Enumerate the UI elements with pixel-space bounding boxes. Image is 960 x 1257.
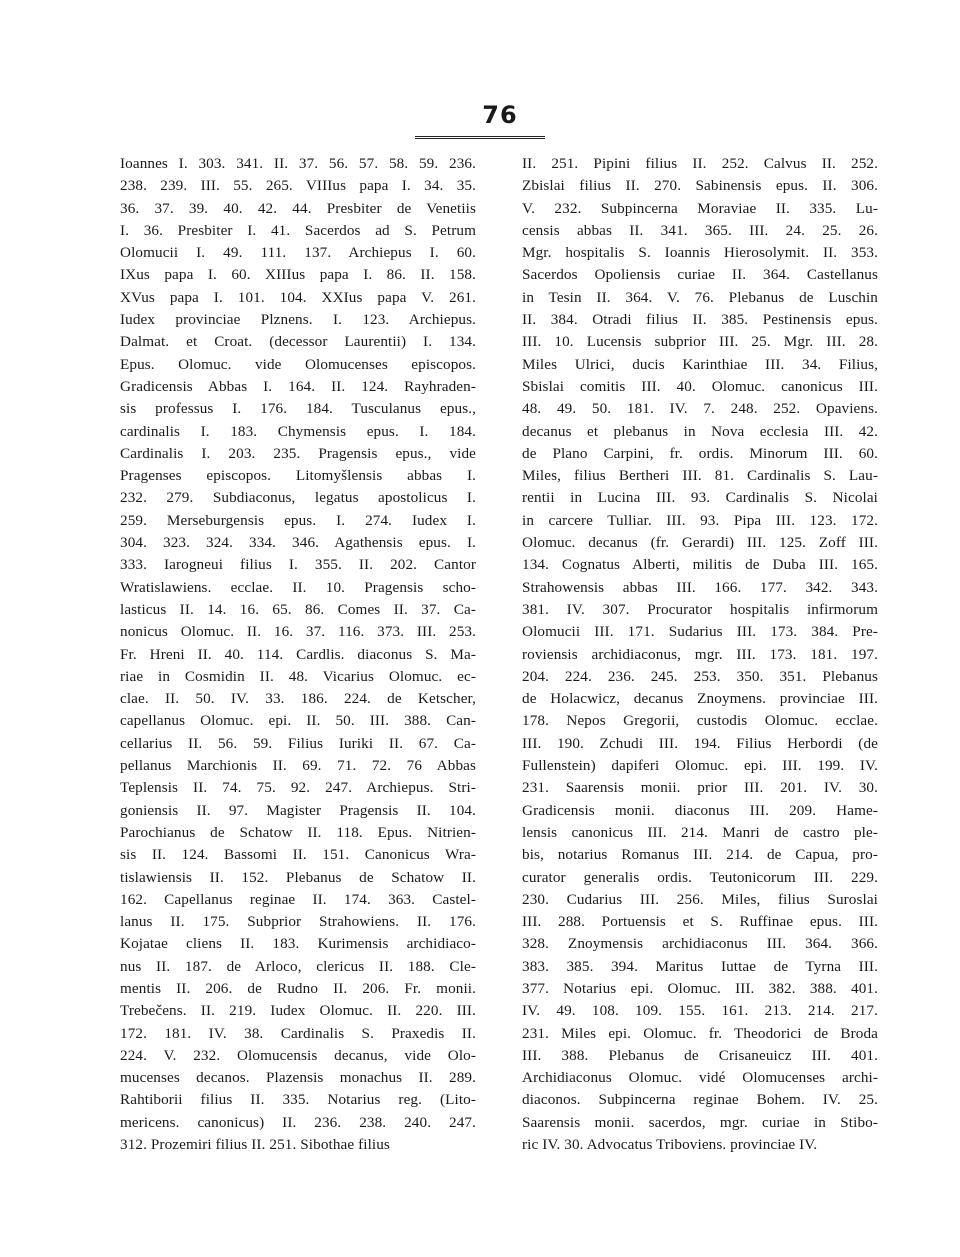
index-line: II. 251. Pipini filius II. 252. Calvus II. 252. — [522, 155, 878, 172]
index-line: nonicus Olomuc. II. 16. 37. 116. 373. III. 253. — [120, 623, 476, 641]
index-line: Miles, filius Bertheri III. 81. Cardinalis S. Lau- — [522, 467, 878, 485]
index-line: 333. Iarogneui filius I. 355. II. 202. Cantor — [120, 556, 476, 574]
index-line: Strahowensis abbas III. 166. 177. 342. 343. — [522, 578, 878, 596]
index-line: Iudex provinciae Plznens. I. 123. Archiepus. — [120, 311, 476, 329]
page-number: 76 — [482, 101, 518, 129]
index-line: XVus papa I. 101. 104. XXIus papa V. 261. — [120, 288, 476, 306]
left-column — [120, 153, 476, 1154]
index-line: sis II. 124. Bassomi II. 151. Canonicus Wra- — [120, 846, 476, 864]
index-line: Gradicensis Abbas I. 164. II. 124. Rayhraden- — [120, 377, 476, 395]
index-line: 328. Znoymensis archidiaconus III. 364. 366. — [522, 935, 878, 953]
index-line: Olomucii I. 49. 111. 137. Archiepus I. 60. — [120, 244, 476, 262]
index-line: bis, notarius Romanus III. 214. de Capua, pro- — [522, 846, 878, 864]
index-line: de Plano Carpini, fr. ordis. Minorum III. 60. — [522, 444, 878, 462]
index-line: curator generalis ordis. Teutonicorum III. 229. — [522, 868, 878, 886]
index-line: Ioannes I. 303. 341. II. 37. 56. 57. 58. 59. 236. — [120, 155, 476, 172]
index-line: Wratislawiens. ecclae. II. 10. Pragensis scho- — [120, 578, 476, 596]
index-line: I. 36. Presbiter I. 41. Sacerdos ad S. Petrum — [120, 221, 476, 239]
index-line: Fr. Hreni II. 40. 114. Cardlis. diaconus S. Ma- — [120, 645, 476, 663]
index-line: 238. 239. III. 55. 265. VIIIus papa I. 34. 35. — [120, 177, 476, 195]
index-line: Olomucii III. 171. Sudarius III. 173. 384. Pre- — [522, 623, 878, 641]
index-line: 230. Cudarius III. 256. Miles, filius Suroslai — [522, 890, 878, 908]
index-line: 377. Notarius epi. Olomuc. III. 382. 388. 401. — [522, 979, 878, 997]
index-line: Sacerdos Opoliensis curiae II. 364. Castellanus — [522, 266, 878, 284]
index-line: Teplensis II. 74. 75. 92. 247. Archiepus. Stri- — [120, 779, 476, 797]
index-line: Sbislai comitis III. 40. Olomuc. canonicus III. — [522, 377, 878, 395]
index-line: Cardinalis I. 203. 235. Pragensis epus., vide — [120, 444, 476, 462]
index-line: 259. Merseburgensis epus. I. 274. Iudex I. — [120, 511, 476, 529]
index-line: IXus papa I. 60. XIIIus papa I. 86. II. 158. — [120, 266, 476, 284]
index-line: Archidiaconus Olomuc. vidé Olomucenses archi- — [522, 1069, 878, 1087]
index-line: Dalmat. et Croat. (decessor Laurentii) I. 134. — [120, 333, 476, 351]
index-line: 204. 224. 236. 245. 253. 350. 351. Plebanus — [522, 667, 878, 685]
index-line: 162. Capellanus reginae II. 174. 363. Castel- — [120, 890, 476, 908]
index-line: IV. 49. 108. 109. 155. 161. 213. 214. 217. — [522, 1002, 878, 1020]
index-line: clae. II. 50. IV. 33. 186. 224. de Ketscher, — [120, 690, 476, 708]
index-line: capellanus Olomuc. epi. II. 50. III. 388. Can- — [120, 712, 476, 730]
index-line: 134. Cognatus Alberti, militis de Duba III. 165. — [522, 556, 878, 574]
index-line: 383. 385. 394. Maritus Iuttae de Tyrna III. — [522, 957, 878, 975]
index-line: III. 288. Portuensis et S. Ruffinae epus. III. — [522, 913, 878, 931]
index-line: roviensis archidiaconus, mgr. III. 173. 181. 197. — [522, 645, 878, 663]
index-line: Zbislai filius II. 270. Sabinensis epus. II. 306. — [522, 177, 878, 195]
index-line: 172. 181. IV. 38. Cardinalis S. Praxedis II. — [120, 1024, 476, 1042]
index-line: censis abbas II. 341. 365. III. 24. 25. 26. — [522, 221, 878, 239]
index-line: rentii in Lucina III. 93. Cardinalis S. Nicolai — [522, 489, 878, 507]
index-line: 312. Prozemiri filius II. 251. Sibothae filius — [120, 1136, 390, 1154]
index-line: V. 232. Subpincerna Moraviae II. 335. Lu- — [522, 199, 878, 217]
index-line: Miles Ulrici, ducis Karinthiae III. 34. Filius, — [522, 355, 878, 373]
index-line: decanus et plebanus in Nova ecclesia III. 42. — [522, 422, 878, 440]
index-line: pellanus Marchionis II. 69. 71. 72. 76 Abbas — [120, 757, 476, 775]
index-line: III. 10. Lucensis subprior III. 25. Mgr. III. 28. — [522, 333, 878, 351]
index-line: 381. IV. 307. Procurator hospitalis infirmorum — [522, 600, 878, 618]
index-line: diaconos. Subpincerna reginae Bohem. IV. 25. — [522, 1091, 878, 1109]
index-line: 304. 323. 324. 334. 346. Agathensis epus. I. — [120, 534, 476, 552]
index-line: lensis canonicus III. 214. Manri de castro ple- — [522, 823, 878, 841]
index-line: lasticus II. 14. 16. 65. 86. Comes II. 37. Ca- — [120, 600, 476, 618]
index-line: III. 388. Plebanus de Crisaneuicz III. 401. — [522, 1046, 878, 1064]
index-line: nus II. 187. de Arloco, clericus II. 188. Cle- — [120, 957, 476, 975]
index-line: Epus. Olomuc. vide Olomucenses episcopos. — [120, 355, 476, 373]
index-line: 36. 37. 39. 40. 42. 44. Presbiter de Venetiis — [120, 199, 476, 217]
index-line: Kojatae cliens II. 183. Kurimensis archidiaco- — [120, 935, 476, 953]
index-line: Pragenses episcopos. Litomyšlensis abbas I. — [120, 467, 476, 485]
index-line: 231. Miles epi. Olomuc. fr. Theodorici de Broda — [522, 1024, 878, 1042]
index-line: Mgr. hospitalis S. Ioannis Hierosolymit. II. 353. — [522, 244, 878, 262]
index-line: cellarius II. 56. 59. Filius Iuriki II. 67. Ca- — [120, 734, 476, 752]
index-line: 232. 279. Subdiaconus, legatus apostolicus I. — [120, 489, 476, 507]
index-line: Gradicensis monii. diaconus III. 209. Hame- — [522, 801, 878, 819]
index-line: riae in Cosmidin II. 48. Vicarius Olomuc. ec- — [120, 667, 476, 685]
index-line: ric IV. 30. Advocatus Triboviens. provinciae IV. — [522, 1136, 818, 1154]
index-line: 224. V. 232. Olomucensis decanus, vide Olo- — [120, 1046, 476, 1064]
index-line: in Tesin II. 364. V. 76. Plebanus de Luschin — [522, 288, 878, 306]
index-line: lanus II. 175. Subprior Strahowiens. II. 176. — [120, 913, 476, 931]
index-line: Fullenstein) dapiferi Olomuc. epi. III. 199. IV. — [522, 757, 878, 775]
index-line: Olomuc. decanus (fr. Gerardi) III. 125. Zoff III. — [522, 534, 878, 552]
index-line: mentis II. 206. de Rudno II. 206. Fr. monii. — [120, 979, 476, 997]
index-line: II. 384. Otradi filius II. 385. Pestinensis epus. — [522, 311, 878, 329]
index-line: mericens. canonicus) II. 236. 238. 240. 247. — [120, 1113, 476, 1131]
index-line: tislawiensis II. 152. Plebanus de Schatow II. — [120, 868, 476, 886]
header-rule — [415, 136, 545, 139]
index-line: cardinalis I. 183. Chymensis epus. I. 184. — [120, 422, 476, 440]
index-line: mucenses decanos. Plazensis monachus II. 289. — [120, 1069, 476, 1087]
index-line: sis professus I. 176. 184. Tusculanus epus., — [120, 400, 476, 418]
index-line: 48. 49. 50. 181. IV. 7. 248. 252. Opaviens. — [522, 400, 878, 418]
index-line: Rahtiborii filius II. 335. Notarius reg. (Lito- — [120, 1091, 476, 1109]
index-line: Trebečens. II. 219. Iudex Olomuc. II. 220. III. — [120, 1002, 476, 1020]
index-line: de Holacwicz, decanus Znoymens. provinciae III. — [522, 690, 878, 708]
index-line: in carcere Tulliar. III. 93. Pipa III. 123. 172. — [522, 511, 878, 529]
index-line: 178. Nepos Gregorii, custodis Olomuc. ecclae. — [522, 712, 878, 730]
index-line: Saarensis monii. sacerdos, mgr. curiae in Stibo- — [522, 1113, 878, 1131]
index-line: III. 190. Zchudi III. 194. Filius Herbordi (de — [522, 734, 878, 752]
index-line: Parochianus de Schatow II. 118. Epus. Nitrien- — [120, 823, 476, 841]
index-line: goniensis II. 97. Magister Pragensis II. 104. — [120, 801, 476, 819]
index-line: 231. Saarensis monii. prior III. 201. IV. 30. — [522, 779, 878, 797]
right-column — [522, 153, 878, 1154]
